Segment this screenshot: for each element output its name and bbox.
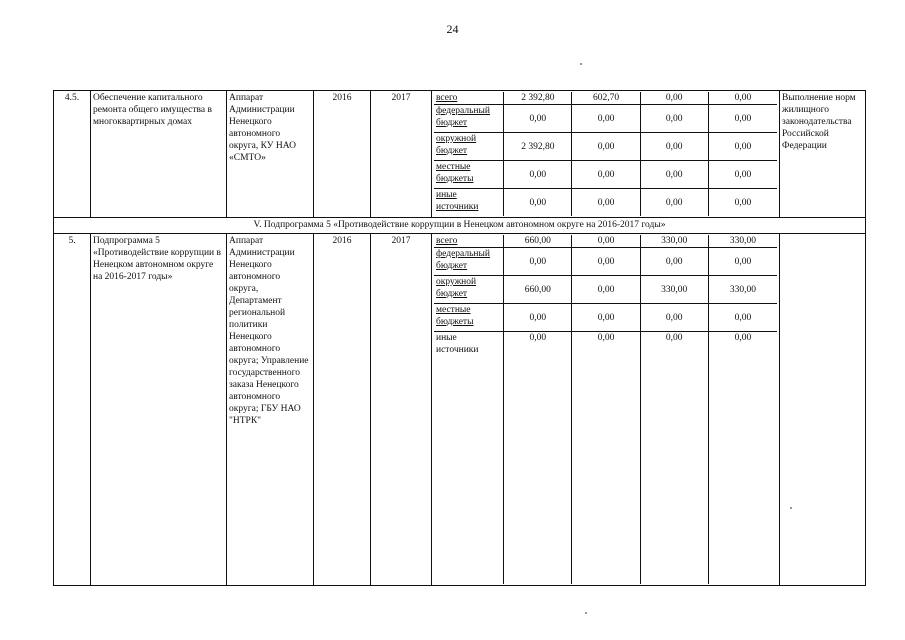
finance-value: 0,00 [641,189,709,216]
finance-source: местные бюджеты [434,304,504,331]
measure-name: Обеспечение капитального ремонта общего имущества в многоквартирных домах [91,91,227,218]
finance-source: всего [434,235,504,247]
finance-source: федеральный бюджет [434,105,504,132]
finance-source: окружной бюджет [434,276,504,303]
finance-value: 0,00 [572,332,640,584]
finance-value: 0,00 [734,141,752,152]
row-number: 5. [54,234,91,586]
finance-source: иные источники [434,189,504,216]
finance-row [434,133,777,161]
finance-value: 330,00 [641,235,709,247]
expected-result [780,234,866,586]
finance-value: 0,00 [572,276,640,303]
finance-source: иные источники [434,332,504,584]
finance-value: 0,00 [504,189,572,216]
executor: Аппарат Администрации Ненецкого автономного округа, КУ НАО «СМТО» [227,91,314,218]
finance-value: 0,00 [734,169,752,180]
row-number: 4.5. [54,91,91,218]
scan-speck [580,63,582,65]
finance-value: 0,00 [641,161,709,188]
finance-value: 0,00 [504,332,572,584]
end-year: 2017 [371,234,432,586]
finance-value: 602,70 [572,92,640,104]
finance-value: 0,00 [734,113,752,124]
executor: Аппарат Администрации Ненецкого автономного округа, Департамент региональной политики Ненецкого автономного округа; Управление государственного заказа Ненецкого автономного округа; ГБУ НАО "НТРК" [227,234,314,586]
finance-value: 2 392,80 [504,92,572,104]
finance-value: 0,00 [572,161,640,188]
finance-value: 0,00 [504,105,572,132]
finance-value: 0,00 [572,105,640,132]
section-title: V. Подпрограмма 5 «Противодействие коррупции в Ненецком автономном округе на 2016-2017 годы» [54,218,866,234]
finance-value: 0,00 [734,93,752,103]
finance-value: 0,00 [572,248,640,275]
measure-name: Подпрограмма 5 «Противодействие коррупции в Ненецком автономном округе на 2016-2017 годы» [91,234,227,586]
finance-row [434,189,777,216]
finance-row [434,235,777,248]
finance-row [434,248,777,276]
end-year: 2017 [371,91,432,218]
scan-speck [585,612,587,614]
finance-source: местные бюджеты [434,161,504,188]
finance-value: 0,00 [572,235,640,247]
start-year: 2016 [314,91,371,218]
finance-value: 0,00 [641,133,709,160]
finance-value: 0,00 [504,304,572,331]
finance-source: всего [434,92,504,104]
finance-row [434,105,777,133]
finance-value: 660,00 [504,276,572,303]
finance-value: 330,00 [641,276,709,303]
finance-value: 0,00 [734,333,752,343]
finance-row [434,332,777,584]
finance-value: 0,00 [504,161,572,188]
page-number: 24 [446,22,459,36]
section-header-row [54,218,866,234]
finance-row [434,304,777,332]
finance-value: 330,00 [729,284,756,295]
finance-source: федеральный бюджет [434,248,504,275]
finance-value: 0,00 [641,105,709,132]
finance-row [434,276,777,304]
finance-value: 0,00 [504,248,572,275]
finance-value: 0,00 [641,248,709,275]
finance-block [432,234,780,586]
start-year: 2016 [314,234,371,586]
finance-source: окружной бюджет [434,133,504,160]
finance-value: 0,00 [641,332,709,584]
finance-value: 0,00 [734,197,752,208]
finance-value: 0,00 [572,189,640,216]
finance-value: 0,00 [641,304,709,331]
finance-row [434,161,777,189]
finance-value: 0,00 [641,92,709,104]
finance-value: 2 392,80 [504,133,572,160]
finance-value: 0,00 [734,256,752,267]
finance-value: 0,00 [572,133,640,160]
finance-value: 660,00 [504,235,572,247]
program-table [53,90,866,586]
table-row [54,234,866,586]
finance-row [434,92,777,105]
finance-value: 0,00 [734,312,752,323]
table-row [54,91,866,218]
finance-value: 0,00 [572,304,640,331]
finance-value: 330,00 [729,236,756,246]
finance-block [432,91,780,218]
expected-result: Выполнение норм жилищного законодательства Российской Федерации [780,91,866,218]
